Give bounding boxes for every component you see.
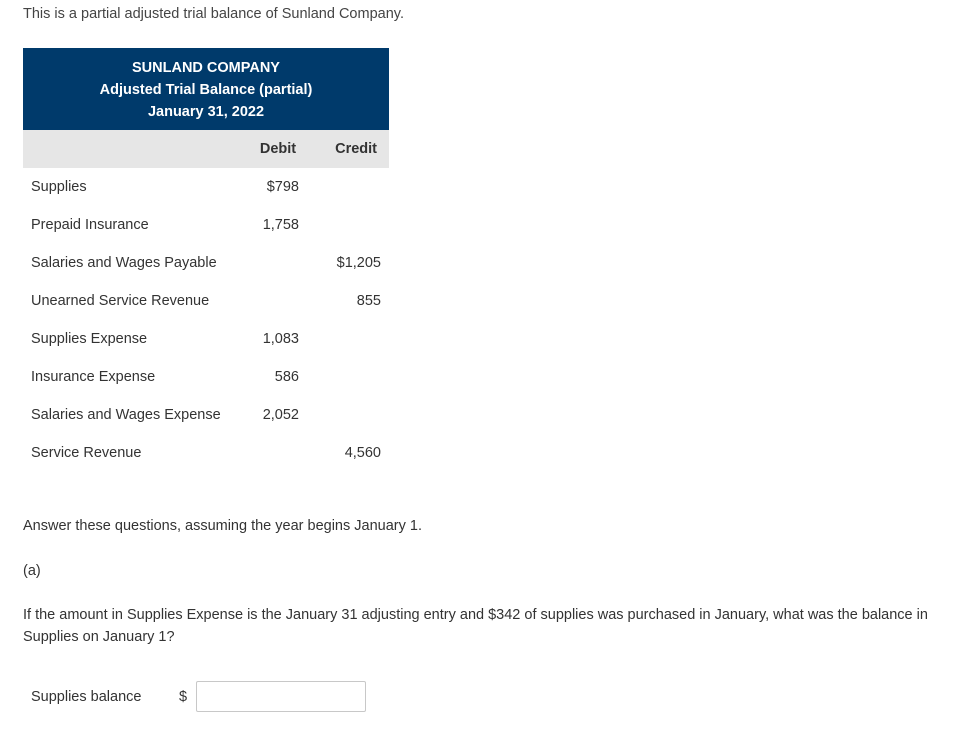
intro-text: This is a partial adjusted trial balance of Sunland Company. xyxy=(23,6,404,22)
statement-title: Adjusted Trial Balance (partial) xyxy=(99,82,313,98)
supplies-balance-label: Supplies balance xyxy=(31,688,142,705)
debit-column-header: Debit xyxy=(259,141,297,157)
credit-amount: $1,205 xyxy=(336,255,381,271)
statement-date: January 31, 2022 xyxy=(147,104,265,120)
table-row xyxy=(23,206,389,244)
credit-amount: 4,560 xyxy=(344,445,381,461)
account-name: Unearned Service Revenue xyxy=(31,293,210,309)
credit-column-header: Credit xyxy=(335,141,377,157)
company-name: SUNLAND COMPANY xyxy=(132,60,280,76)
answer-row xyxy=(31,680,366,713)
table-row xyxy=(23,434,389,472)
currency-symbol: $ xyxy=(179,688,188,705)
debit-amount: $798 xyxy=(266,179,299,195)
question-intro: Answer these questions, assuming the year begins January 1. xyxy=(23,518,422,534)
table-row xyxy=(23,396,389,434)
table-row xyxy=(23,358,389,396)
trial-balance-header xyxy=(23,48,389,130)
part-label: (a) xyxy=(23,563,41,579)
column-header-row xyxy=(23,130,389,168)
account-name: Supplies Expense xyxy=(31,331,148,347)
account-name: Service Revenue xyxy=(31,445,142,461)
debit-amount: 1,083 xyxy=(262,331,299,347)
account-name: Supplies xyxy=(31,179,87,195)
account-name: Salaries and Wages Expense xyxy=(31,407,221,423)
supplies-balance-input[interactable] xyxy=(196,681,366,712)
trial-balance-table xyxy=(23,48,389,472)
question-text: If the amount in Supplies Expense is the January 31 adjusting entry and $342 of supplies was purchased in January, what was the balance in Supplies on January 1? xyxy=(23,607,928,645)
account-name: Insurance Expense xyxy=(31,369,156,385)
table-row xyxy=(23,282,389,320)
table-row xyxy=(23,244,389,282)
table-row xyxy=(23,168,389,206)
debit-amount: 1,758 xyxy=(262,217,299,233)
debit-amount: 586 xyxy=(274,369,299,385)
account-name: Salaries and Wages Payable xyxy=(31,255,217,271)
debit-amount: 2,052 xyxy=(262,407,299,423)
table-row xyxy=(23,320,389,358)
account-name: Prepaid Insurance xyxy=(31,217,149,233)
credit-amount: 855 xyxy=(356,293,381,309)
